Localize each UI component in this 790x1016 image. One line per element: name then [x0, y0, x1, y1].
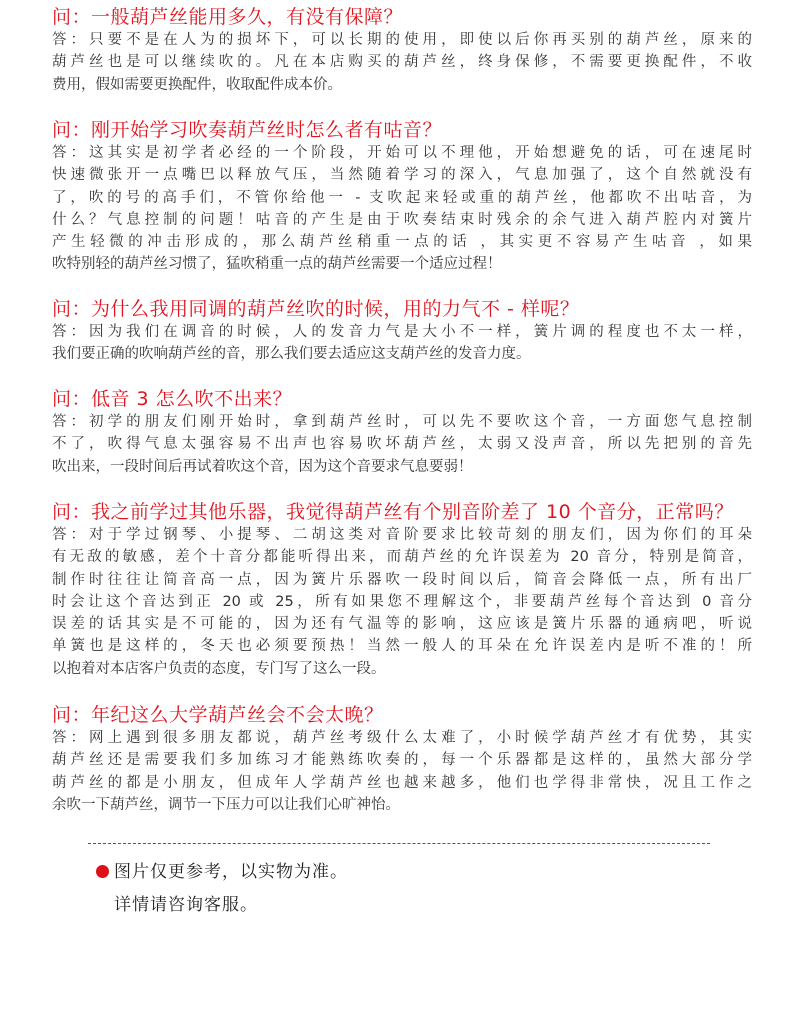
answer-line: 答：只要不是在人为的损坏下，可以长期的使用，即使以后你再买别的葫芦丝，原来的 [52, 32, 752, 48]
faq-answer [52, 411, 752, 478]
answer-line: 我们要正确的吹响葫芦丝的音，那么我们要去适应这支葫芦丝的发音力度。 [52, 346, 531, 363]
faq-question: 问：低音 3 怎么吹不出来？ [52, 388, 293, 410]
answer-line: 余吹一下葫芦丝，调节一下压力可以让我们心旷神怡。 [52, 796, 400, 813]
faq-answer [52, 727, 752, 816]
answer-line: 产生轻微的冲击形成的，那么葫芦丝稍重一点的话 ，其实更不容易产生咕音 ，如果 [52, 234, 752, 251]
answer-line: 以抱着对本店客户负责的态度，专门写了这么一段。 [52, 660, 386, 677]
answer-line: 吹出来，一段时间后再试着吹这个音，因为这个音要求气息要弱！ [52, 458, 473, 475]
answer-line: 快速微张开一点嘴巴以释放气压，当然随着学习的深入，气息加强了，这个自然就没有 [52, 167, 752, 184]
dashed-divider [88, 843, 710, 844]
answer-line: 答：因为我们在调音的时候，人的发音力气是大小不一样，簧片调的程度也不太一样， [52, 324, 752, 340]
faq-question: 问：我之前学过其他乐器，我觉得葫芦丝有个别音阶差了 10 个音分，正常吗？ [52, 501, 734, 523]
faq-answer [52, 142, 752, 276]
faq-item [52, 387, 752, 478]
answer-line: 什么？气息控制的问题！咕音的产生是由于吹奏结束时残余的余气进入葫芦腔内对簧片 [52, 211, 752, 228]
note-text-1: 图片仅更参考，以实物为准。 [114, 862, 348, 882]
faq-item [52, 118, 752, 276]
answer-line: 了，吹的号的高手们，不管你给他一 - 支吹起来轻或重的葫芦丝，他都吹不出咕音，为 [52, 189, 752, 206]
faq-item [52, 5, 752, 96]
answer-line: 不了，吹得气息太强容易不出声也容易吹坏葫芦丝，太弱又没声音，所以先把别的音先 [52, 436, 752, 453]
faq-question: 问：刚开始学习吹奏葫芦丝时怎么者有咕音？ [52, 119, 443, 141]
faq-item [52, 703, 752, 816]
faq-question: 问：年纪这么大学葫芦丝会不会太晚？ [52, 704, 384, 726]
faq-answer [52, 321, 752, 366]
answer-line: 单簧也是这样的，冬天也必须要预热！当然一般人的耳朵在允许误差内是听不准的！所 [52, 638, 752, 655]
answer-line: 答：这其实是初学者必经的一个阶段，开始可以不理他，开始想避免的话，可在速尾时 [52, 145, 752, 161]
answer-line: 萌芦丝的都是小朋友，但成年人学葫芦丝也越来越多，他们也学得非常快，况且工作之 [52, 774, 752, 791]
faq-answer [52, 29, 752, 96]
note-line-1 [96, 860, 348, 884]
answer-line: 答：网上遇到很多朋友都说，葫芦丝考级什么太难了，小时候学葫芦丝才有优势，其实 [52, 730, 752, 746]
faq-question: 问：一般葫芦丝能用多久，有没有保障？ [52, 6, 404, 28]
answer-line: 制作时往往让简音高一点，因为簧片乐器吹一段时间以后，简音会降低一点，所有出厂 [52, 571, 752, 588]
answer-line: 时会让这个音达到正 20 或 25，所有如果您不理解这个，非要葫芦丝每个音达到 0 音分 [52, 593, 752, 610]
note-line-2: 详情请咨询客服。 [114, 895, 258, 915]
answer-line: 费用，假如需要更换配件，收取配件成本价。 [52, 76, 342, 93]
red-bullet-icon [96, 865, 109, 878]
answer-line: 答：对于学过钢琴、小提琴、二胡这类对音阶要求比较苛刻的朋友们，因为你们的耳朵 [52, 527, 752, 543]
faq-item [52, 297, 752, 366]
answer-line: 葫芦丝也是可以继续吹的。凡在本店购买的葫芦丝，终身保修，不需要更换配件，不收 [52, 54, 752, 71]
faq-item [52, 500, 752, 680]
faq-answer [52, 524, 752, 680]
faq-question: 问：为什么我用同调的葫芦丝吹的时候，用的力气不 - 样呢？ [52, 298, 580, 320]
answer-line: 误差的话其实是不可能的，因为还有气温等的影响，这应该是簧片乐器的通病吧，听说 [52, 616, 752, 633]
answer-line: 吹特别轻的葫芦丝习惯了，猛吹稍重一点的葫芦丝需要一个适应过程！ [52, 256, 502, 273]
answer-line: 有无敌的敏感，差个十音分都能听得出来，而葫芦丝的允许误差为 20 音分，特别是简音， [52, 549, 752, 566]
answer-line: 葫芦丝还是需要我们多加练习才能熟练吹奏的，每一个乐器都是这样的，虽然大部分学 [52, 752, 752, 769]
answer-line: 答：初学的朋友们刚开始时，拿到葫芦丝时，可以先不要吹这个音，一方面您气息控制 [52, 414, 752, 430]
